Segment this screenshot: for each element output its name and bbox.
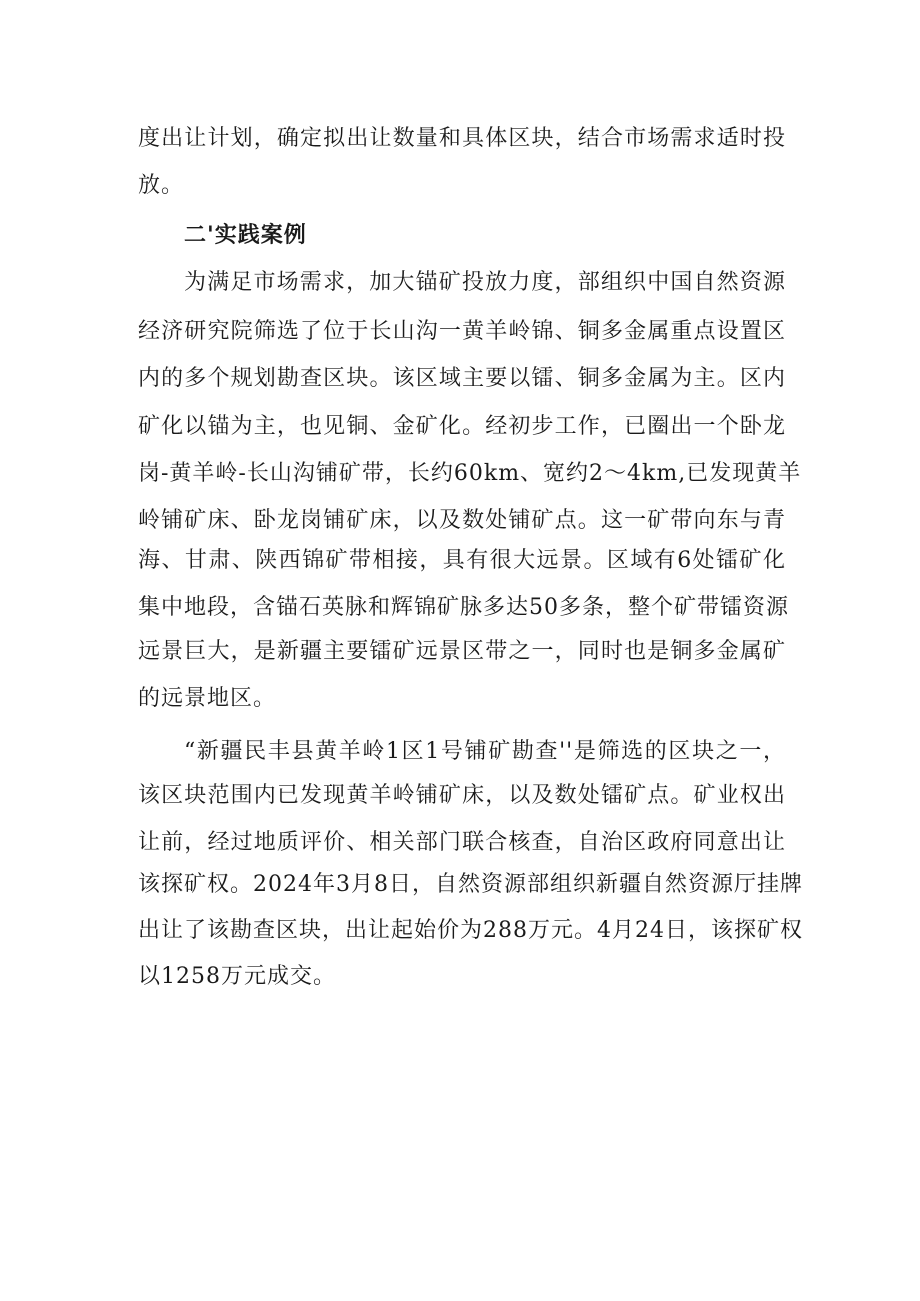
paragraph1-line-2: 经济研究院筛选了位于长山沟一黄羊岭锦、铜多金属重点设置区: [138, 319, 786, 344]
paragraph1-line-5: 岗-黄羊岭-长山沟铺矿带，长约60km、宽约2～4km,已发现黄羊: [138, 461, 802, 486]
paragraph2-line-4: 该探矿权。2024年3月8日，自然资源部组织新疆自然资源厅挂牌: [138, 872, 803, 897]
paragraph1-line-1: 为满足市场需求，加大锚矿投放力度，部组织中国自然资源: [184, 270, 786, 295]
paragraph1-line-9: 远景巨大，是新疆主要镭矿远景区带之一，同时也是铜多金属矿: [138, 639, 786, 664]
section-heading: 二'实践案例: [184, 223, 307, 248]
paragraph2-line-2: 该区块范围内已发现黄羊岭铺矿床，以及数处镭矿点。矿业权出: [138, 783, 786, 808]
paragraph2-line-6: 以1258万元成交。: [138, 964, 336, 989]
paragraph1-line-8: 集中地段，含锚石英脉和辉锦矿脉多达50多条，整个矿带镭资源: [138, 595, 789, 620]
paragraph2-line-5: 出让了该勘查区块，出让起始价为288万元。4月24日，该探矿权: [138, 918, 803, 943]
paragraph2-line-3: 让前，经过地质评价、相关部门联合核查，自治区政府同意出让: [138, 830, 786, 855]
paragraph1-line-4: 矿化以锚为主，也见铜、金矿化。经初步工作，已圈出一个卧龙: [138, 414, 786, 439]
intro-line-2: 放。: [138, 173, 185, 198]
paragraph2-line-1: “新疆民丰县黄羊岭1区1号铺矿勘查''是筛选的区块之一，: [184, 739, 786, 764]
paragraph1-line-3: 内的多个规划勘查区块。该区域主要以镭、铜多金属为主。区内: [138, 366, 786, 391]
paragraph1-line-7: 海、甘肃、陕西锦矿带相接，具有很大远景。区域有6处镭矿化: [138, 548, 786, 573]
intro-line-1: 度出让计划，确定拟出让数量和具体区块，结合市场需求适时投: [138, 126, 786, 151]
paragraph1-line-10: 的远景地区。: [138, 686, 277, 711]
paragraph1-line-6: 岭铺矿床、卧龙岗铺矿床，以及数处铺矿点。这一矿带向东与青: [138, 508, 786, 533]
